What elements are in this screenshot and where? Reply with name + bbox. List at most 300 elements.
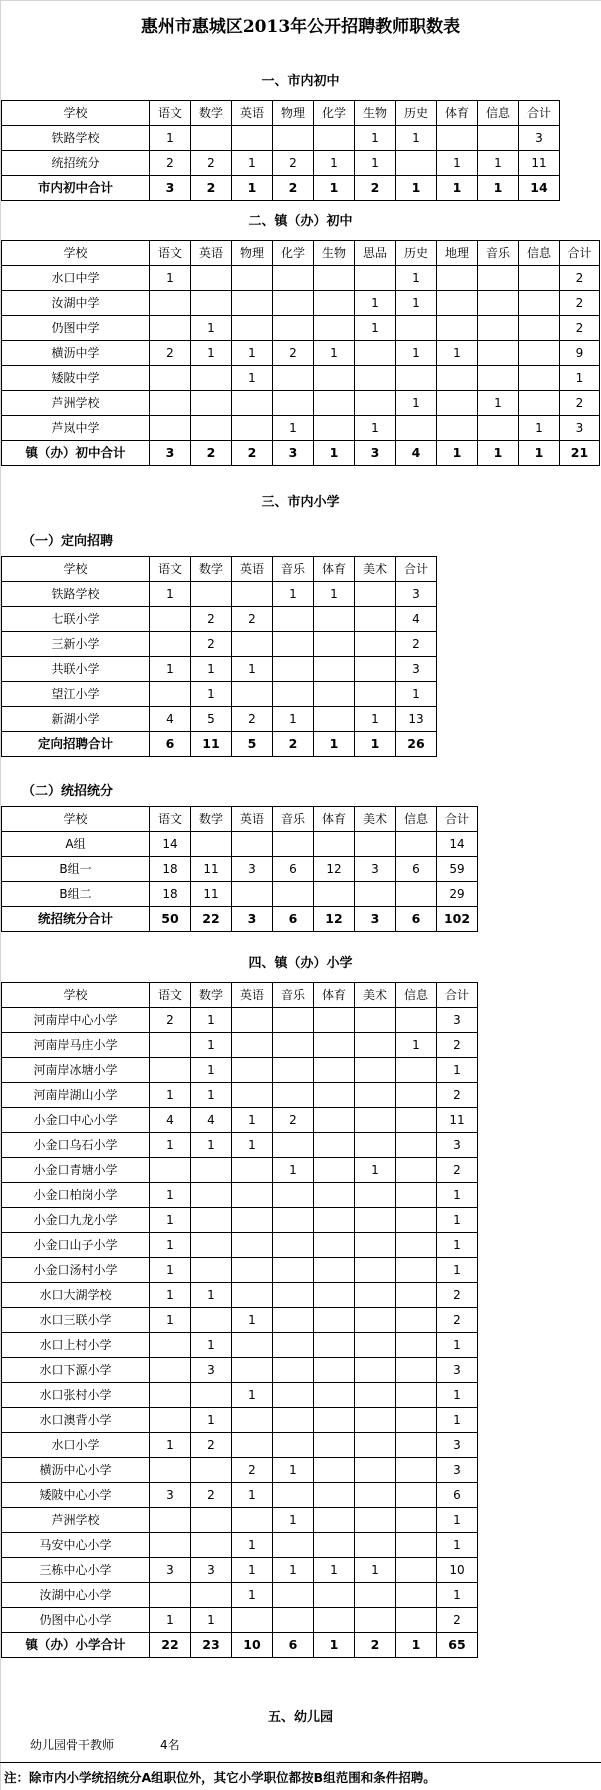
table-row bbox=[2, 1458, 478, 1483]
table-cell: 4 bbox=[191, 1108, 232, 1133]
table-cell: 1 bbox=[150, 657, 191, 682]
table-cell bbox=[232, 1408, 273, 1433]
table-cell: 1 bbox=[437, 341, 478, 366]
table-row bbox=[2, 1233, 478, 1258]
table-cell bbox=[314, 316, 355, 341]
table-header-row bbox=[2, 241, 600, 266]
table-cell: 1 bbox=[314, 1633, 355, 1658]
table-cell bbox=[396, 1458, 437, 1483]
table-cell: 13 bbox=[396, 707, 437, 732]
table-cell bbox=[191, 1383, 232, 1408]
row-label: 水口小学 bbox=[2, 1433, 150, 1458]
subsection-heading-unified: （二）统招统分 bbox=[22, 784, 114, 799]
table-cell: 1 bbox=[191, 1058, 232, 1083]
table-cell bbox=[355, 657, 396, 682]
table-cell bbox=[355, 882, 396, 907]
note-divider bbox=[0, 1762, 601, 1763]
table-cell bbox=[150, 416, 191, 441]
table-cell: 1 bbox=[314, 176, 355, 201]
table-row bbox=[2, 1583, 478, 1608]
table-cell: 3 bbox=[191, 1358, 232, 1383]
table-cell bbox=[396, 416, 437, 441]
column-header: 思品 bbox=[355, 241, 396, 266]
table-cell bbox=[314, 126, 355, 151]
table-cell: 1 bbox=[150, 1258, 191, 1283]
table-cell bbox=[478, 126, 519, 151]
table-cell bbox=[232, 291, 273, 316]
table-cell bbox=[396, 1208, 437, 1233]
table-cell: 6 bbox=[396, 907, 437, 932]
table-cell bbox=[191, 126, 232, 151]
table-cell bbox=[314, 1108, 355, 1133]
table-cell bbox=[191, 1258, 232, 1283]
table-cell bbox=[396, 882, 437, 907]
table-cell: 1 bbox=[478, 176, 519, 201]
row-label: 定向招聘合计 bbox=[2, 732, 150, 757]
row-label: 芦洲学校 bbox=[2, 1508, 150, 1533]
table-row bbox=[2, 1383, 478, 1408]
column-header: 物理 bbox=[232, 241, 273, 266]
table-cell: 1 bbox=[232, 1383, 273, 1408]
table-row bbox=[2, 391, 600, 416]
column-header: 英语 bbox=[232, 983, 273, 1008]
table-row bbox=[2, 657, 437, 682]
table-cell bbox=[314, 657, 355, 682]
table-cell bbox=[314, 882, 355, 907]
column-header: 语文 bbox=[150, 807, 191, 832]
table-cell bbox=[314, 1258, 355, 1283]
kindergarten-value: 4名 bbox=[160, 1738, 180, 1752]
table-cell: 1 bbox=[437, 151, 478, 176]
table-cell bbox=[273, 607, 314, 632]
table-cell bbox=[396, 1533, 437, 1558]
table-cell: 1 bbox=[273, 707, 314, 732]
table-cell: 1 bbox=[150, 1208, 191, 1233]
table-header-row bbox=[2, 807, 478, 832]
row-label: 河南岸马庄小学 bbox=[2, 1033, 150, 1058]
table-row bbox=[2, 1558, 478, 1583]
table-cell bbox=[314, 1133, 355, 1158]
table-cell: 2 bbox=[273, 1108, 314, 1133]
table-cell bbox=[314, 1483, 355, 1508]
table-cell bbox=[396, 1058, 437, 1083]
table-cell bbox=[437, 391, 478, 416]
table-cell: 1 bbox=[150, 1133, 191, 1158]
table-cell: 1 bbox=[191, 682, 232, 707]
table-unified-allocation bbox=[1, 806, 478, 932]
table-cell: 2 bbox=[191, 1433, 232, 1458]
table-cell bbox=[273, 882, 314, 907]
table-cell: 1 bbox=[314, 582, 355, 607]
table-row bbox=[2, 1258, 478, 1283]
row-label: 水口大湖学校 bbox=[2, 1283, 150, 1308]
table-cell: 18 bbox=[150, 857, 191, 882]
table-cell: 59 bbox=[437, 857, 478, 882]
table-total-row bbox=[2, 176, 560, 201]
table-cell: 1 bbox=[191, 1083, 232, 1108]
table-cell: 1 bbox=[519, 441, 560, 466]
table-cell: 1 bbox=[191, 1333, 232, 1358]
table-cell bbox=[314, 632, 355, 657]
page-title: 惠州市惠城区2013年公开招聘教师职数表 bbox=[140, 17, 461, 37]
table-cell bbox=[314, 1583, 355, 1608]
table-cell bbox=[314, 707, 355, 732]
table-cell bbox=[396, 1258, 437, 1283]
table-cell bbox=[232, 1433, 273, 1458]
table-cell bbox=[355, 1608, 396, 1633]
table-cell: 1 bbox=[232, 1483, 273, 1508]
table-cell: 1 bbox=[191, 1008, 232, 1033]
table-cell bbox=[150, 1383, 191, 1408]
table-cell: 2 bbox=[437, 1158, 478, 1183]
table-cell: 1 bbox=[355, 707, 396, 732]
row-label: 汝湖中学 bbox=[2, 291, 150, 316]
table-row bbox=[2, 1158, 478, 1183]
table-cell bbox=[273, 316, 314, 341]
table-cell: 1 bbox=[191, 1033, 232, 1058]
row-label: 水口张村小学 bbox=[2, 1383, 150, 1408]
table-cell bbox=[232, 416, 273, 441]
table-cell bbox=[355, 1533, 396, 1558]
table-cell bbox=[314, 1083, 355, 1108]
column-header: 美术 bbox=[355, 983, 396, 1008]
table-cell bbox=[191, 391, 232, 416]
table-cell bbox=[314, 1008, 355, 1033]
table-row bbox=[2, 1208, 478, 1233]
row-label: 水口上村小学 bbox=[2, 1333, 150, 1358]
table-cell: 1 bbox=[437, 1333, 478, 1358]
table-cell: 2 bbox=[191, 441, 232, 466]
table-cell: 2 bbox=[437, 1033, 478, 1058]
row-label: 新湖小学 bbox=[2, 707, 150, 732]
table-cell bbox=[355, 682, 396, 707]
table-row bbox=[2, 291, 600, 316]
table-cell: 1 bbox=[150, 1608, 191, 1633]
table-cell: 11 bbox=[437, 1108, 478, 1133]
table-cell bbox=[273, 1408, 314, 1433]
table-cell: 1 bbox=[232, 1108, 273, 1133]
table-row bbox=[2, 682, 437, 707]
table-row bbox=[2, 316, 600, 341]
table-row bbox=[2, 1183, 478, 1208]
table-cell bbox=[355, 1583, 396, 1608]
row-label: 镇（办）初中合计 bbox=[2, 441, 150, 466]
table-row bbox=[2, 1358, 478, 1383]
table-cell: 1 bbox=[273, 1158, 314, 1183]
table-cell bbox=[232, 1158, 273, 1183]
table-cell: 1 bbox=[273, 1558, 314, 1583]
table-cell bbox=[191, 582, 232, 607]
table-header-row bbox=[2, 101, 560, 126]
table-cell bbox=[396, 1508, 437, 1533]
table-row bbox=[2, 1133, 478, 1158]
table-cell bbox=[437, 316, 478, 341]
row-label: 小金口山子小学 bbox=[2, 1233, 150, 1258]
table-row bbox=[2, 1483, 478, 1508]
table-cell bbox=[232, 1333, 273, 1358]
table-cell: 2 bbox=[560, 316, 600, 341]
row-label: 统招统分合计 bbox=[2, 907, 150, 932]
table-cell bbox=[314, 1433, 355, 1458]
table-cell bbox=[191, 1533, 232, 1558]
table-cell bbox=[232, 1008, 273, 1033]
table-cell bbox=[355, 1108, 396, 1133]
table-cell: 1 bbox=[232, 1533, 273, 1558]
table-cell bbox=[150, 1358, 191, 1383]
row-label: 汝湖中心小学 bbox=[2, 1583, 150, 1608]
table-cell bbox=[519, 316, 560, 341]
table-cell bbox=[437, 416, 478, 441]
table-cell: 18 bbox=[150, 882, 191, 907]
table-cell bbox=[150, 1033, 191, 1058]
table-cell: 1 bbox=[150, 126, 191, 151]
table-cell bbox=[396, 1383, 437, 1408]
column-header: 学校 bbox=[2, 983, 150, 1008]
row-label: 小金口乌石小学 bbox=[2, 1133, 150, 1158]
table-cell: 1 bbox=[355, 416, 396, 441]
table-cell bbox=[191, 366, 232, 391]
table-cell bbox=[191, 1583, 232, 1608]
table-cell bbox=[396, 1558, 437, 1583]
table-cell bbox=[232, 1233, 273, 1258]
column-header: 合计 bbox=[437, 807, 478, 832]
column-header: 美术 bbox=[355, 807, 396, 832]
table-cell bbox=[396, 1108, 437, 1133]
column-header: 生物 bbox=[355, 101, 396, 126]
table-row bbox=[2, 1083, 478, 1108]
table-cell bbox=[273, 1283, 314, 1308]
table-cell: 2 bbox=[232, 1458, 273, 1483]
table-cell bbox=[150, 1333, 191, 1358]
table-cell: 1 bbox=[191, 1133, 232, 1158]
table-cell bbox=[355, 1133, 396, 1158]
table-cell: 1 bbox=[191, 1608, 232, 1633]
table-cell bbox=[150, 1583, 191, 1608]
table-row bbox=[2, 366, 600, 391]
table-cell: 1 bbox=[273, 1508, 314, 1533]
table-cell bbox=[355, 1483, 396, 1508]
table-cell bbox=[314, 1183, 355, 1208]
table-cell: 2 bbox=[191, 176, 232, 201]
table-cell bbox=[437, 266, 478, 291]
table-cell bbox=[232, 832, 273, 857]
table-row bbox=[2, 1508, 478, 1533]
table-cell: 1 bbox=[519, 416, 560, 441]
table-cell bbox=[273, 832, 314, 857]
table-cell bbox=[150, 391, 191, 416]
table-cell bbox=[355, 1008, 396, 1033]
table-cell bbox=[396, 1408, 437, 1433]
section-heading-4: 四、镇（办）小学 bbox=[248, 956, 353, 971]
row-label: 芦洲学校 bbox=[2, 391, 150, 416]
table-cell: 2 bbox=[273, 732, 314, 757]
table-cell: 1 bbox=[273, 416, 314, 441]
table-cell bbox=[150, 607, 191, 632]
table-cell: 2 bbox=[560, 266, 600, 291]
table-cell bbox=[150, 632, 191, 657]
column-header: 合计 bbox=[560, 241, 600, 266]
table-cell: 2 bbox=[150, 341, 191, 366]
table-cell bbox=[150, 366, 191, 391]
table-cell bbox=[314, 1233, 355, 1258]
table-cell bbox=[437, 126, 478, 151]
table-cell bbox=[273, 266, 314, 291]
table-cell bbox=[191, 1458, 232, 1483]
column-header: 体育 bbox=[437, 101, 478, 126]
table-cell bbox=[314, 366, 355, 391]
table-cell: 4 bbox=[396, 441, 437, 466]
table-cell bbox=[437, 291, 478, 316]
table-cell: 1 bbox=[232, 366, 273, 391]
table-header-row bbox=[2, 983, 478, 1008]
table-cell: 14 bbox=[150, 832, 191, 857]
column-header: 地理 bbox=[437, 241, 478, 266]
table-cell: 1 bbox=[396, 176, 437, 201]
table-cell bbox=[273, 126, 314, 151]
row-label: 河南岸中心小学 bbox=[2, 1008, 150, 1033]
table-cell: 5 bbox=[191, 707, 232, 732]
table-cell: 4 bbox=[150, 707, 191, 732]
column-header: 信息 bbox=[519, 241, 560, 266]
table-cell: 2 bbox=[150, 151, 191, 176]
table-cell bbox=[232, 391, 273, 416]
table-cell: 1 bbox=[437, 1058, 478, 1083]
column-header: 历史 bbox=[396, 101, 437, 126]
table-row bbox=[2, 1533, 478, 1558]
table-cell: 3 bbox=[150, 176, 191, 201]
table-cell: 12 bbox=[314, 857, 355, 882]
table-cell bbox=[273, 1383, 314, 1408]
row-label: 河南岸湖山小学 bbox=[2, 1083, 150, 1108]
table-cell: 1 bbox=[437, 1383, 478, 1408]
section-heading-1: 一、市内初中 bbox=[261, 74, 340, 89]
table-cell: 2 bbox=[191, 607, 232, 632]
table-cell bbox=[355, 582, 396, 607]
table-cell: 1 bbox=[396, 341, 437, 366]
row-label: 三栋中心小学 bbox=[2, 1558, 150, 1583]
table-cell: 1 bbox=[437, 1258, 478, 1283]
table-cell: 12 bbox=[314, 907, 355, 932]
table-cell: 22 bbox=[191, 907, 232, 932]
table-cell: 3 bbox=[232, 857, 273, 882]
table-cell bbox=[355, 366, 396, 391]
table-cell: 1 bbox=[232, 176, 273, 201]
row-label: 小金口汤村小学 bbox=[2, 1258, 150, 1283]
table-cell bbox=[232, 1058, 273, 1083]
table-cell bbox=[273, 1433, 314, 1458]
table-cell bbox=[150, 1533, 191, 1558]
table-cell: 2 bbox=[273, 151, 314, 176]
table-cell: 1 bbox=[191, 341, 232, 366]
table-cell: 1 bbox=[396, 126, 437, 151]
table-cell bbox=[232, 882, 273, 907]
table-row bbox=[2, 1408, 478, 1433]
table-cell: 2 bbox=[232, 707, 273, 732]
table-cell bbox=[355, 1083, 396, 1108]
table-cell bbox=[396, 1583, 437, 1608]
row-label: 横沥中心小学 bbox=[2, 1458, 150, 1483]
table-row bbox=[2, 1433, 478, 1458]
column-header: 体育 bbox=[314, 807, 355, 832]
table-cell bbox=[273, 291, 314, 316]
row-label: 水口三联小学 bbox=[2, 1308, 150, 1333]
table-cell bbox=[314, 416, 355, 441]
table-cell: 1 bbox=[150, 1308, 191, 1333]
table-cell: 23 bbox=[191, 1633, 232, 1658]
table-cell bbox=[396, 151, 437, 176]
table-cell: 1 bbox=[437, 1183, 478, 1208]
table-row bbox=[2, 632, 437, 657]
row-label: 小金口柏岗小学 bbox=[2, 1183, 150, 1208]
table-cell: 1 bbox=[150, 1183, 191, 1208]
column-header: 信息 bbox=[396, 983, 437, 1008]
table-cell bbox=[232, 682, 273, 707]
column-header: 学校 bbox=[2, 557, 150, 582]
table-cell bbox=[232, 1033, 273, 1058]
table-cell bbox=[519, 366, 560, 391]
row-label: 仍图中心小学 bbox=[2, 1608, 150, 1633]
table-cell bbox=[232, 1208, 273, 1233]
table-cell: 14 bbox=[519, 176, 560, 201]
column-header: 数学 bbox=[191, 983, 232, 1008]
column-header: 化学 bbox=[273, 241, 314, 266]
table-row bbox=[2, 1008, 478, 1033]
table-cell bbox=[273, 1483, 314, 1508]
row-label: 望江小学 bbox=[2, 682, 150, 707]
row-label: 矮陂中学 bbox=[2, 366, 150, 391]
table-cell bbox=[355, 1508, 396, 1533]
table-cell bbox=[355, 1308, 396, 1333]
table-header-row bbox=[2, 557, 437, 582]
table-cell bbox=[478, 291, 519, 316]
table-cell: 4 bbox=[150, 1108, 191, 1133]
table-cell: 5 bbox=[232, 732, 273, 757]
table-cell: 3 bbox=[150, 441, 191, 466]
table-cell: 2 bbox=[437, 1308, 478, 1333]
table-cell bbox=[314, 1058, 355, 1083]
table-cell: 6 bbox=[437, 1483, 478, 1508]
table-cell: 2 bbox=[191, 1483, 232, 1508]
row-label: 镇（办）小学合计 bbox=[2, 1633, 150, 1658]
column-header: 美术 bbox=[355, 557, 396, 582]
table-row bbox=[2, 1308, 478, 1333]
table-cell bbox=[355, 1333, 396, 1358]
table-cell: 3 bbox=[150, 1483, 191, 1508]
table-cell: 1 bbox=[191, 316, 232, 341]
table-cell bbox=[232, 1183, 273, 1208]
column-header: 合计 bbox=[519, 101, 560, 126]
table-row bbox=[2, 1108, 478, 1133]
row-label: 三新小学 bbox=[2, 632, 150, 657]
column-header: 学校 bbox=[2, 241, 150, 266]
table-cell bbox=[519, 341, 560, 366]
table-row bbox=[2, 1283, 478, 1308]
table-cell: 1 bbox=[478, 391, 519, 416]
column-header: 体育 bbox=[314, 983, 355, 1008]
row-label: 铁路学校 bbox=[2, 582, 150, 607]
table-cell bbox=[273, 1183, 314, 1208]
table-cell: 3 bbox=[150, 1558, 191, 1583]
table-row bbox=[2, 151, 560, 176]
table-cell: 3 bbox=[273, 441, 314, 466]
table-cell bbox=[150, 291, 191, 316]
table-cell: 1 bbox=[355, 732, 396, 757]
row-label: 横沥中学 bbox=[2, 341, 150, 366]
table-cell bbox=[355, 1208, 396, 1233]
table-cell bbox=[314, 1033, 355, 1058]
table-cell bbox=[396, 1283, 437, 1308]
table-cell: 1 bbox=[314, 1558, 355, 1583]
